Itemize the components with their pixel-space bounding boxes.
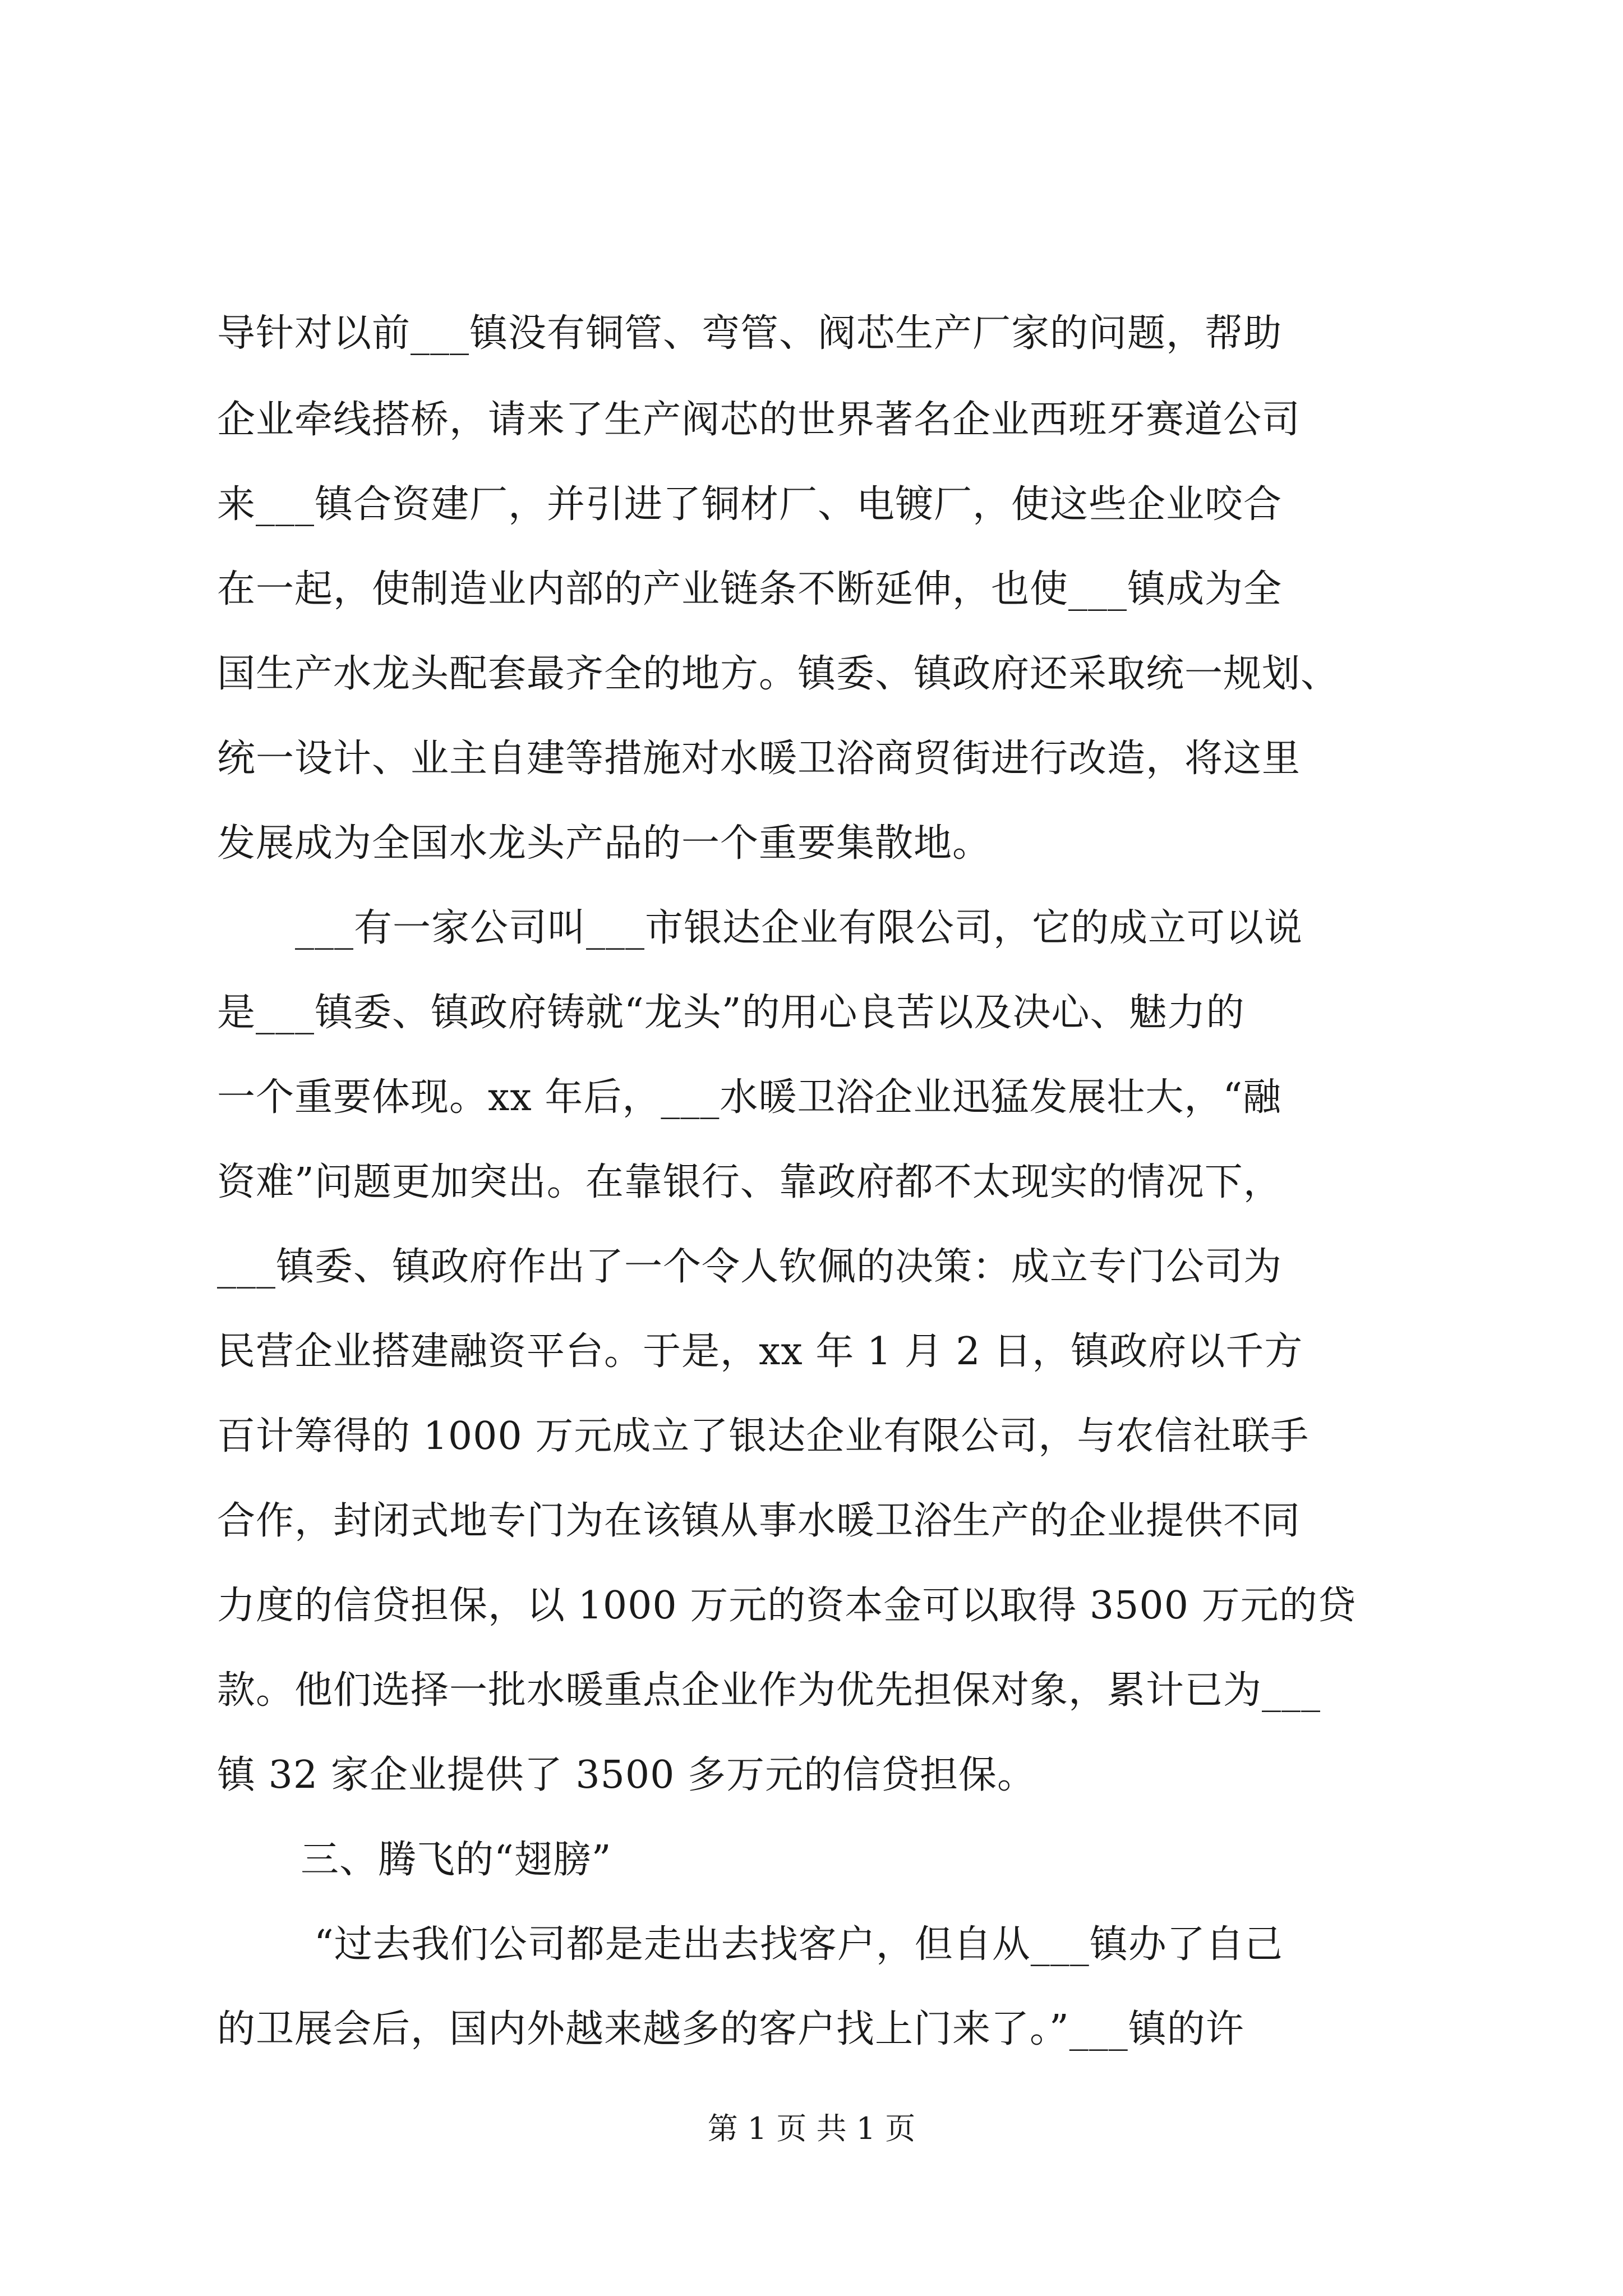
body-line-21: 的卫展会后，国内外越来越多的客户找上门来了。”___镇的许 [217,2007,1244,2051]
body-line-1: 导针对以前___镇没有铜管、弯管、阀芯生产厂家的问题，帮助 [217,311,1283,356]
body-line-10: 一个重要体现。xx 年后，___水暖卫浴企业迅猛发展壮大，“融 [217,1075,1282,1120]
body-line-3: 来___镇合资建厂，并引进了铜材厂、电镀厂，使这些企业咬合 [217,482,1283,527]
body-line-17: 款。他们选择一批水暖重点企业作为优先担保对象，累计已为___ [217,1668,1321,1713]
body-line-2: 企业牵线搭桥，请来了生产阀芯的世界著名企业西班牙赛道公司 [217,398,1301,442]
body-line-14: 百计筹得的 1000 万元成立了银达企业有限公司，与农信社联手 [217,1414,1310,1458]
body-line-4: 在一起，使制造业内部的产业链条不断延伸，也使___镇成为全 [217,567,1283,611]
body-line-16: 力度的信贷担保，以 1000 万元的资本金可以取得 3500 万元的贷 [217,1584,1357,1628]
body-line-20: “过去我们公司都是走出去找客户，但自从___镇办了自己 [314,1922,1283,1967]
body-line-6: 统一设计、业主自建等措施对水暖卫浴商贸街进行改造，将这里 [217,737,1301,781]
body-line-18: 镇 32 家企业提供了 3500 多万元的信贷担保。 [217,1753,1036,1797]
page-number-footer: 第 1 页 共 1 页 [707,2111,916,2146]
body-line-5: 国生产水龙头配套最齐全的地方。镇委、镇政府还采取统一规划、 [217,652,1340,696]
body-line-12: ___镇委、镇政府作出了一个令人钦佩的决策：成立专门公司为 [217,1245,1283,1289]
body-line-7: 发展成为全国水龙头产品的一个重要集散地。 [217,821,992,866]
body-line-13: 民营企业搭建融资平台。于是，xx 年 1 月 2 日，镇政府以千方 [217,1329,1303,1374]
body-line-15: 合作，封闭式地专门为在该镇从事水暖卫浴生产的企业提供不同 [217,1499,1301,1543]
body-line-9: 是___镇委、镇政府铸就“龙头”的用心良苦以及决心、魅力的 [217,991,1245,1035]
body-line-11: 资难”问题更加突出。在靠银行、靠政府都不太现实的情况下， [217,1160,1282,1204]
body-line-8: ___有一家公司叫___市银达企业有限公司，它的成立可以说 [295,906,1303,950]
section-heading: 三、腾飞的“翅膀” [301,1838,612,1882]
